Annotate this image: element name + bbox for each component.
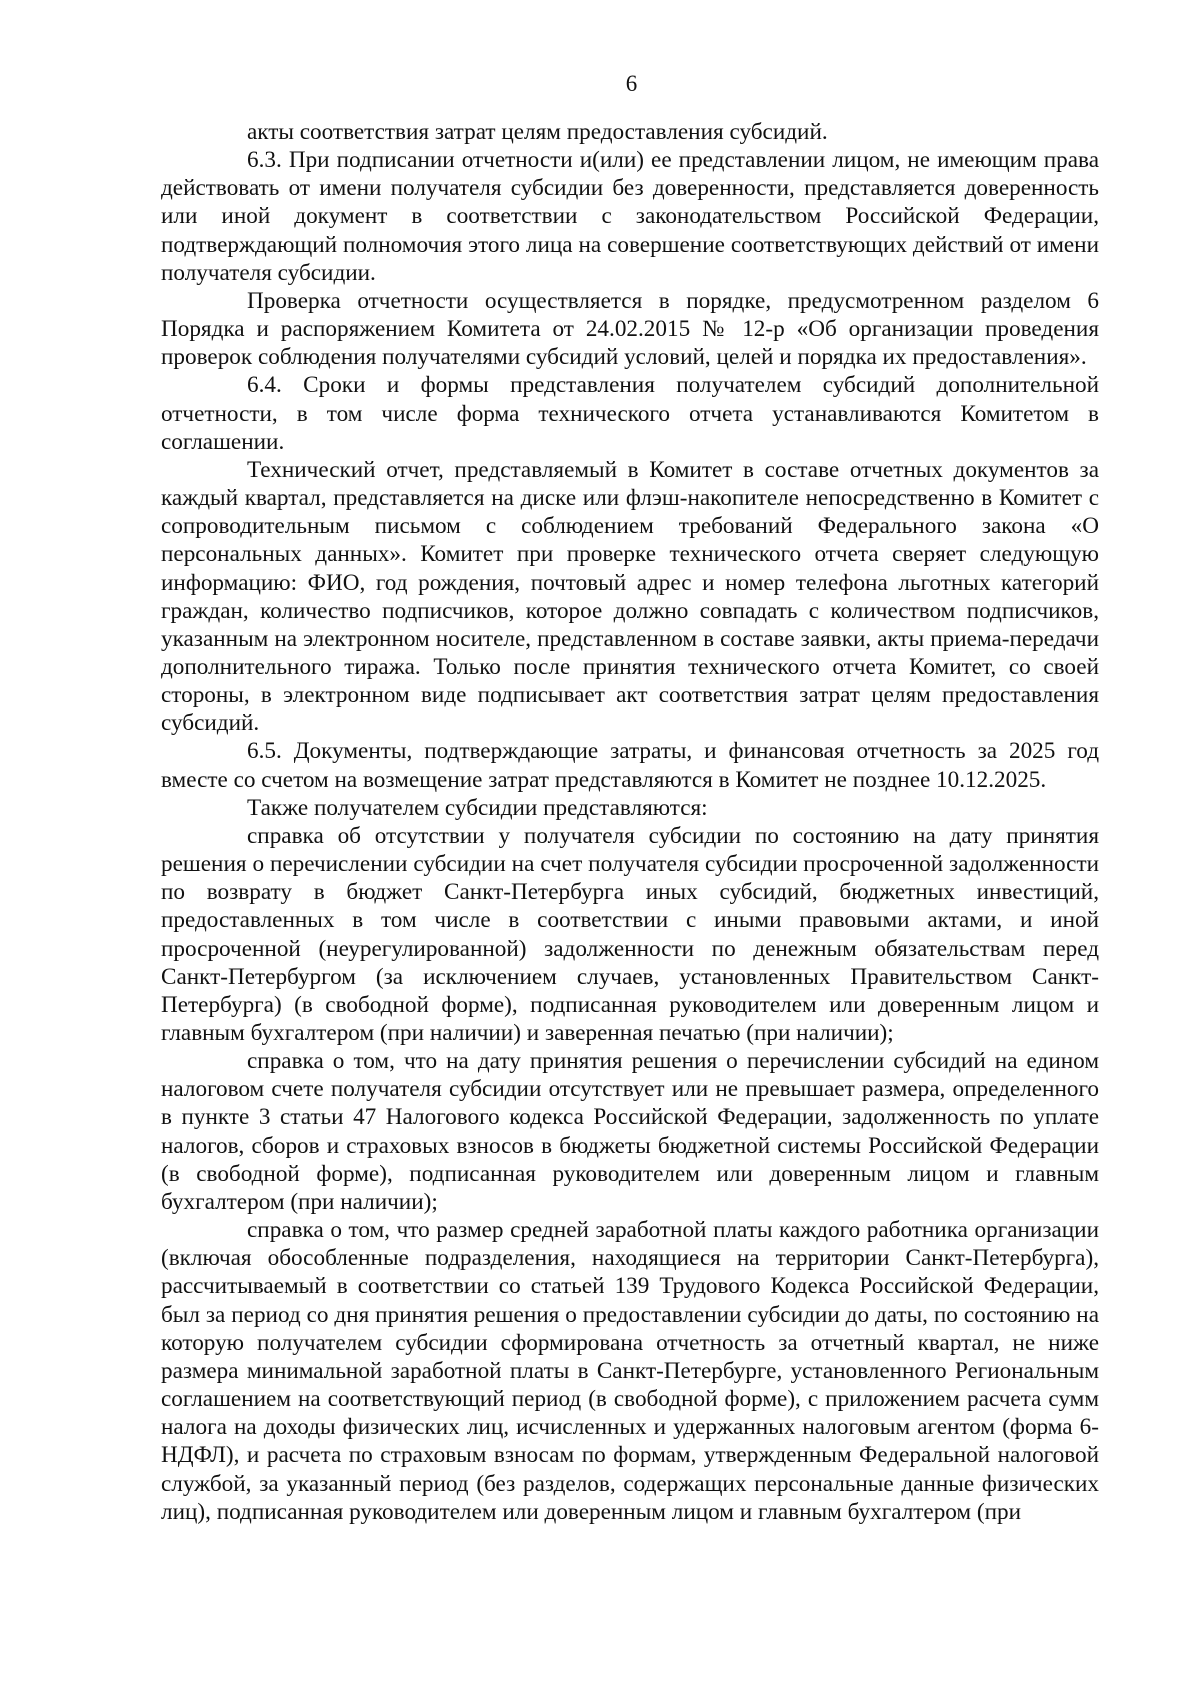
- paragraph-debt-certificate: справка об отсутствии у получателя субсидии по состоянию на дату принятия решения о перечислении субсидии на счет получателя субсидии просроченной задолженности по возврату в бюджет Санкт-Петербурга иных субсидий, бюджетных инвестиций, предоставленных в том числе в соответствии с иными правовыми актами, и иной просроченной (неурегулированной) задолженности по денежным обязательствам перед Санкт-Петербургом (за исключением случаев, установленных Правительством Санкт-Петербурга) (в свободной форме), подписанная руководителем или доверенным лицом и главным бухгалтером (при наличии) и заверенная печатью (при наличии);: [161, 822, 1099, 1046]
- paragraph-technical-report: Технический отчет, представляемый в Комитет в составе отчетных документов за каждый квартал, представляется на диске или флэш-накопителе непосредственно в Комитет с сопроводительным письмом с соблюдением требований Федерального закона «О персональных данных». Комитет при проверке технического отчета сверяет следующую информацию: ФИО, год рождения, почтовый адрес и номер телефона льготных категорий граждан, количество подписчиков, которое должно совпадать с количеством подписчиков, указанным на электронном носителе, представленном в составе заявки, акты приема-передачи дополнительного тиража. Только после принятия технического отчета Комитет, со своей стороны, в электронном виде подписывает акт соответствия затрат целям предоставления субсидий.: [161, 456, 1099, 737]
- paragraph-6-4: 6.4. Сроки и формы представления получателем субсидий дополнительной отчетности, в том числе форма технического отчета устанавливаются Комитетом в соглашении.: [161, 372, 1099, 455]
- paragraph-salary-certificate: справка о том, что размер средней заработной платы каждого работника организации (включая обособленные подразделения, находящиеся на территории Санкт-Петербурга), рассчитываемый в соответствии со статьей 139 Трудового Кодекса Российской Федерации, был за период со дня принятия решения о предоставлении субсидии до даты, по состоянию на которую получателем субсидии сформирована отчетность за отчетный квартал, не ниже размера минимальной заработной платы в Санкт-Петербурге, установленного Региональным соглашением на соответствующий период (в свободной форме), с приложением расчета сумм налога на доходы физических лиц, исчисленных и удержанных налоговым агентом (форма 6-НДФЛ), и расчета по страховым взносам по формам, утвержденным Федеральной налоговой службой, за указанный период (без разделов, содержащих персональные данные физических лиц), подписанная руководителем или доверенным лицом и главным бухгалтером (при: [161, 1217, 1099, 1525]
- paragraph-report-check: Проверка отчетности осуществляется в порядке, предусмотренном разделом 6 Порядка и распоряжением Комитета от 24.02.2015 № 12-р «Об организации проведения проверок соблюдения получателями субсидий условий, целей и порядка их предоставления».: [161, 287, 1099, 371]
- paragraph-tax-certificate: справка о том, что на дату принятия решения о перечислении субсидий на едином налоговом счете получателя субсидии отсутствует или не превышает размера, определенного в пункте 3 статьи 47 Налогового кодекса Российской Федерации, задолженность по уплате налогов, сборов и страховых взносов в бюджеты бюджетной системы Российской Федерации (в свободной форме), подписанная руководителем или доверенным лицом и главным бухгалтером (при наличии);: [161, 1048, 1099, 1215]
- document-body: [161, 118, 1099, 1526]
- paragraph-also-provided: Также получателем субсидии представляются:: [247, 794, 708, 821]
- paragraph-6-5: 6.5. Документы, подтверждающие затраты, и финансовая отчетность за 2025 год вместе со счетом на возмещение затрат представляются в Комитет не позднее 10.12.2025.: [161, 738, 1099, 793]
- page-number: 6: [625, 71, 638, 96]
- paragraph-6-3: 6.3. При подписании отчетности и(или) ее представлении лицом, не имеющим права действовать от имени получателя субсидии без доверенности, представляется доверенность или иной документ в соответствии с законодательством Российской Федерации, подтверждающий полномочия этого лица на совершение соответствующих действий от имени получателя субсидии.: [161, 147, 1099, 286]
- paragraph-continuation: акты соответствия затрат целям предоставления субсидий.: [247, 119, 828, 145]
